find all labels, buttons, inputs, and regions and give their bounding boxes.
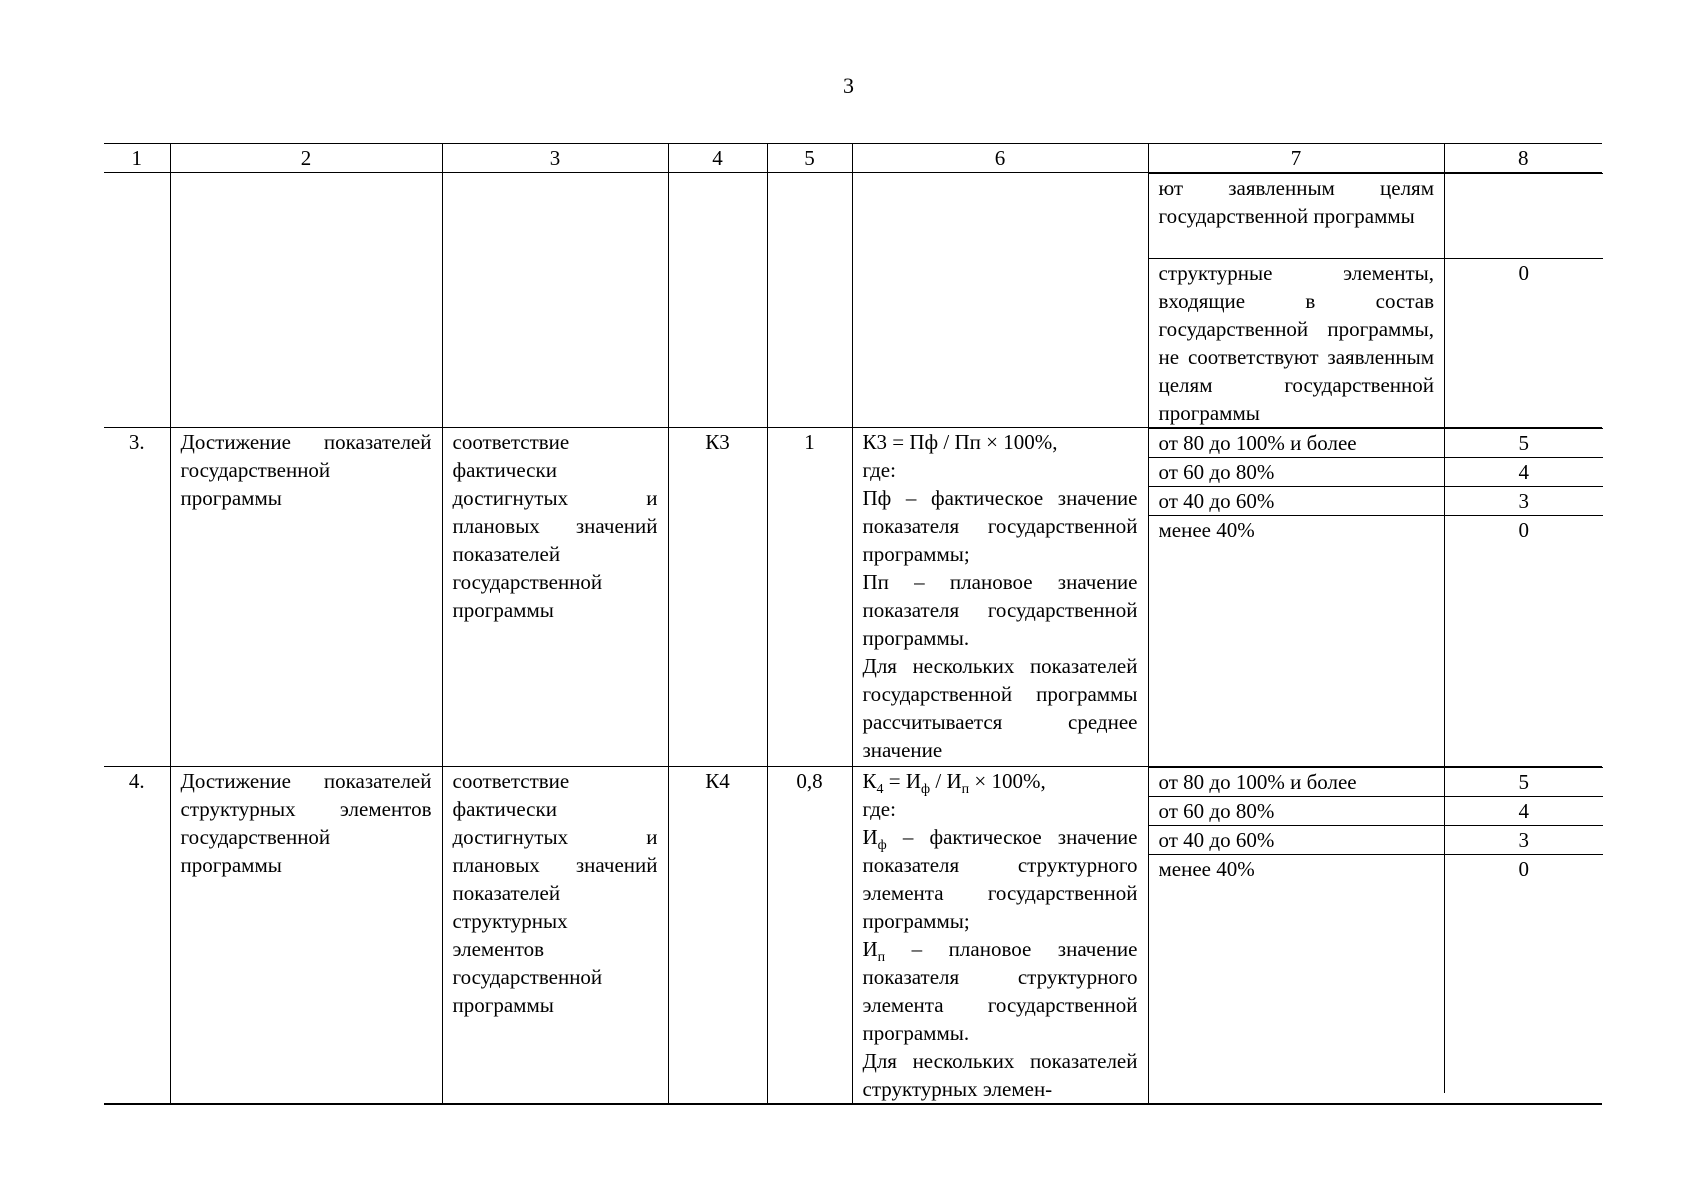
formula-where: где: <box>862 797 896 821</box>
table-row <box>104 173 1602 428</box>
indicator-formula <box>852 173 1148 428</box>
criteria-score: 0 <box>1445 516 1603 767</box>
criteria-score: 4 <box>1445 458 1603 487</box>
criteria-item <box>1149 429 1603 458</box>
formula-equation: $К_4 = И_ф / И_п \times 100\%$, <box>862 769 1046 798</box>
criteria-item <box>1149 826 1603 855</box>
criteria-item <box>1149 458 1603 487</box>
criteria-list <box>1149 767 1603 1093</box>
column-header: 7 <box>1148 144 1444 173</box>
formula-definition: Пп – плановое значение показателя государственной программы. <box>862 570 1138 650</box>
criteria-score: 0 <box>1445 259 1603 428</box>
indicator-weight <box>767 173 852 428</box>
criteria-score: 0 <box>1445 855 1603 1094</box>
formula-definition: $И_п$ – плановое значение показателя структурного элемента государственной программы. <box>862 937 1138 1045</box>
column-header: 2 <box>170 144 442 173</box>
formula-definition: $И_ф$ – фактическое значение показателя структурного элемента государственной программы; <box>862 825 1138 933</box>
criteria-item <box>1149 855 1603 1094</box>
criteria-item <box>1149 259 1603 428</box>
row-number <box>104 173 170 428</box>
criteria-cell <box>1148 428 1602 767</box>
criteria-item <box>1149 487 1603 516</box>
criteria-text: от 60 до 80% <box>1149 797 1445 826</box>
header-row <box>104 144 1602 173</box>
formula-note: Для нескольких показателей государственной программы рассчитывается среднее значение <box>862 654 1138 762</box>
criteria-text: ют заявленным целям государственной программы <box>1149 174 1445 259</box>
criteria-score: 5 <box>1445 429 1603 458</box>
criteria-score: 3 <box>1445 826 1603 855</box>
formula-definition: Пф – фактическое значение показателя государственной программы; <box>862 486 1138 566</box>
table-row <box>104 767 1602 1105</box>
row-number: 4. <box>104 767 170 1105</box>
indicator-formula <box>852 428 1148 767</box>
indicator-name: Достижение показателей государственной программы <box>170 428 442 767</box>
indicator-name: Достижение показателей структурных элементов государственной программы <box>170 767 442 1105</box>
indicator-code: К4 <box>668 767 767 1105</box>
criteria-score: 4 <box>1445 797 1603 826</box>
indicator-code: К3 <box>668 428 767 767</box>
criteria-score: 3 <box>1445 487 1603 516</box>
criteria-list <box>1149 173 1603 427</box>
criteria-text: от 40 до 60% <box>1149 826 1445 855</box>
criteria-text: от 60 до 80% <box>1149 458 1445 487</box>
criteria-item <box>1149 768 1603 797</box>
indicator-weight: 1 <box>767 428 852 767</box>
criteria-cell <box>1148 173 1602 428</box>
formula-where: где: <box>862 458 896 482</box>
column-header: 1 <box>104 144 170 173</box>
criteria-text: менее 40% <box>1149 516 1445 767</box>
column-header: 3 <box>442 144 668 173</box>
indicator-weight: 0,8 <box>767 767 852 1105</box>
criteria-text: структурные элементы, входящие в состав государственной программы, не соответствуют заявленным целям государственной программы <box>1149 259 1445 428</box>
criteria-table <box>104 143 1602 1105</box>
indicator-formula <box>852 767 1148 1105</box>
criteria-score <box>1445 174 1603 259</box>
indicator-code <box>668 173 767 428</box>
column-header: 5 <box>767 144 852 173</box>
criteria-text: от 80 до 100% и более <box>1149 768 1445 797</box>
criteria-cell <box>1148 767 1602 1105</box>
column-header: 8 <box>1444 144 1602 173</box>
table-row <box>104 428 1602 767</box>
formula-equation: К3 = Пф / Пп × 100%, <box>862 430 1058 454</box>
criteria-list <box>1149 428 1603 766</box>
indicator-description: соответствие фактически достигнутых и плановых значений показателей государственной программы <box>442 428 668 767</box>
column-header: 6 <box>852 144 1148 173</box>
formula-note: Для нескольких показателей структурных элемен- <box>862 1049 1138 1101</box>
row-number: 3. <box>104 428 170 767</box>
criteria-item <box>1149 516 1603 767</box>
criteria-item <box>1149 797 1603 826</box>
column-header: 4 <box>668 144 767 173</box>
criteria-item <box>1149 174 1603 259</box>
criteria-text: от 40 до 60% <box>1149 487 1445 516</box>
criteria-text: от 80 до 100% и более <box>1149 429 1445 458</box>
page-number: 3 <box>843 73 854 98</box>
indicator-name <box>170 173 442 428</box>
criteria-score: 5 <box>1445 768 1603 797</box>
indicator-description <box>442 173 668 428</box>
criteria-text: менее 40% <box>1149 855 1445 1094</box>
indicator-description: соответствие фактически достигнутых и плановых значений показателей структурных элементов государственной программы <box>442 767 668 1105</box>
